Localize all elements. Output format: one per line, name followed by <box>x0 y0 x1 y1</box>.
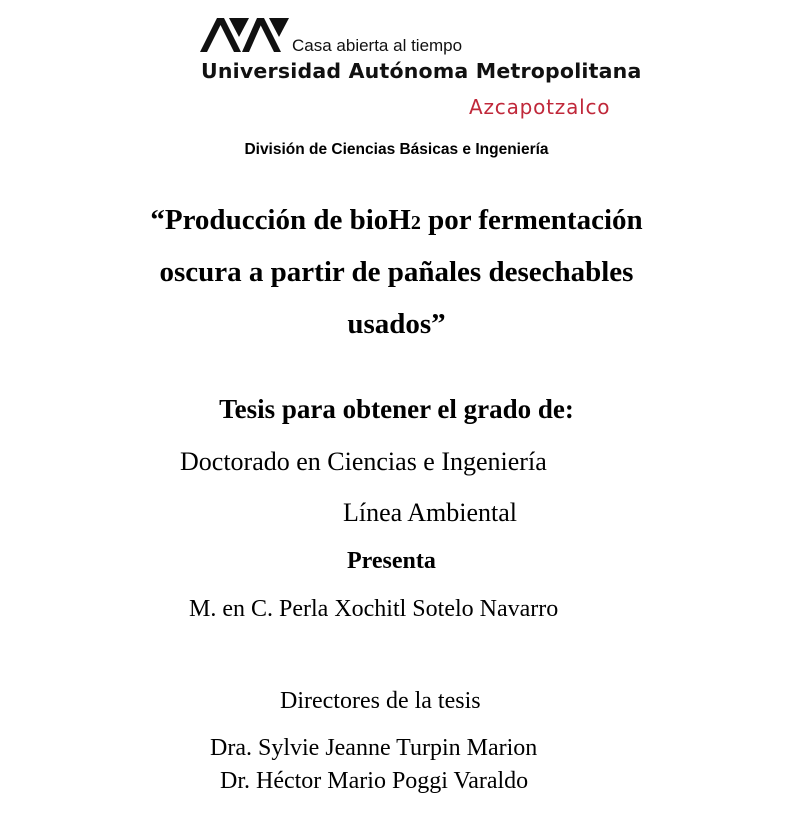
uam-logo-icon <box>200 17 290 53</box>
degree-line: Línea Ambiental <box>343 498 518 527</box>
director-name-1: Dra. Sylvie Jeanne Turpin Marion <box>210 735 538 761</box>
thesis-title-line-1: “Producción de bioH2 por fermentación <box>150 204 643 236</box>
degree-program: Doctorado en Ciencias e Ingeniería <box>180 447 547 476</box>
campus-name: Azcapotzalco <box>469 95 611 119</box>
presenter-label: Presenta <box>347 548 436 574</box>
university-name: Universidad Autónoma Metropolitana <box>201 59 642 83</box>
thesis-title-line-3: usados” <box>347 308 446 340</box>
presenter-name: M. en C. Perla Xochitl Sotelo Navarro <box>189 596 559 622</box>
thesis-title-line-2: oscura a partir de pañales desechables <box>159 256 634 288</box>
directors-heading: Directores de la tesis <box>280 688 481 714</box>
division-name: División de Ciencias Básicas e Ingeniería <box>244 141 549 158</box>
director-name-2: Dr. Héctor Mario Poggi Varaldo <box>220 768 529 794</box>
degree-heading: Tesis para obtener el grado de: <box>219 394 574 424</box>
institution-slogan: Casa abierta al tiempo <box>292 36 463 55</box>
